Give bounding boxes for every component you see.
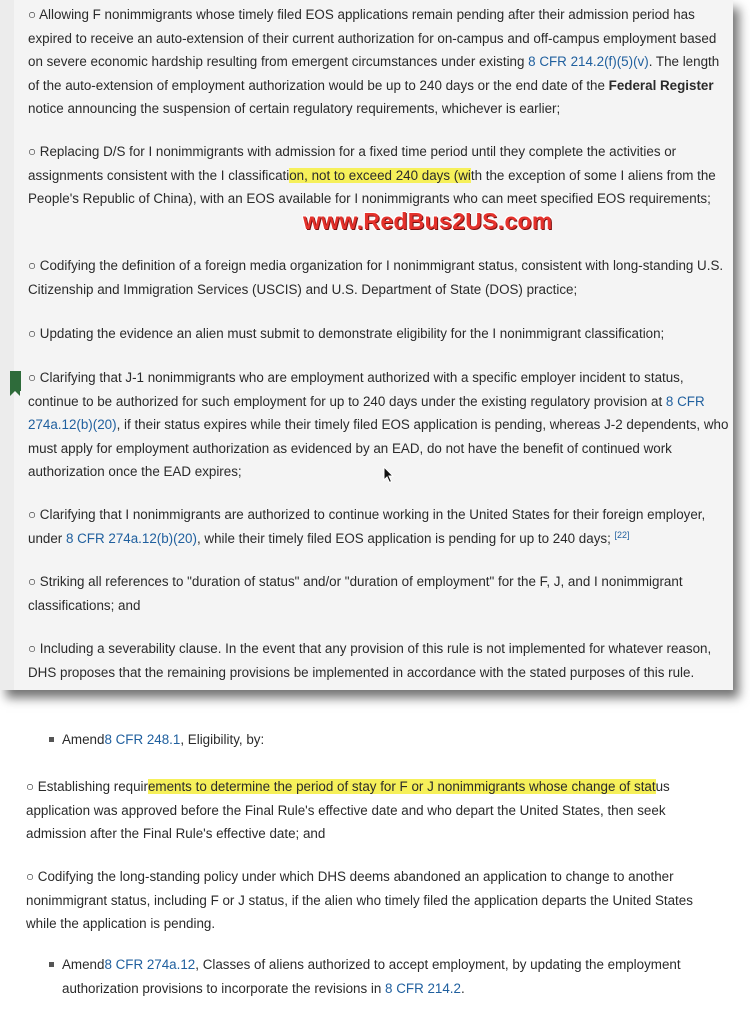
bullet-text: , Classes of aliens authorized to accept employment, by updating the employment authorization provisions to incorporate the revisions in <box>62 957 681 996</box>
bullet-amend-274a-12 <box>62 953 722 1000</box>
paragraph-text: , if their status expires while their timely filed EOS application is pending, whereas J-2 dependents, who must apply for employment authorization as evidenced by an EAD, do not have the benefit of continued work authorization once the EAD expires; <box>28 417 729 479</box>
link-8cfr-274a-12-b20[interactable]: 8 CFR 274a.12(b)(20) <box>28 393 705 432</box>
paragraph-text: , while their timely filed EOS application is pending for up to 240 days; <box>196 530 615 546</box>
paragraph-establishing-requirements <box>26 775 726 846</box>
paragraph-j1-clarifying <box>28 366 730 484</box>
paragraph-i-nonimmigrants-working <box>28 503 730 550</box>
paragraph-severability: ○ Including a severability clause. In the event that any provision of this rule is not implemented for whatever reason, DHS proposes that the remaining provisions be implemented in accordance with the stated purposes of this rule. <box>28 641 712 680</box>
bullet-text: Amend <box>62 732 105 747</box>
highlighted-text: on, not to exceed 240 days (wi <box>289 167 471 183</box>
paragraph-text: ○ Replacing D/S for I nonimmigrants with admission for a fixed time period until they complete the activities or assignments consistent with the I classificati <box>28 144 677 183</box>
bullet-text: Amend <box>62 957 105 972</box>
paragraph-text: ○ Clarifying that I nonimmigrants are authorized to continue working in the United States for their foreign employer, under <box>28 507 706 546</box>
bullet-marker <box>49 737 54 742</box>
paragraph-codifying-abandoned: ○ Codifying the long-standing policy under which DHS deems abandoned an application to change to another nonimmigrant status, including F or J status, if the alien who timely filed the application departs the United States while the application is pending. <box>26 869 693 931</box>
paragraph-text: . The length of the auto-extension of employment authorization would be up to 240 days or the end date of the <box>28 54 720 93</box>
footnote-22-link[interactable]: [22] <box>614 529 630 540</box>
bullet-amend-248-1 <box>62 728 722 752</box>
paragraph-text: th the exception of some I aliens from the People's Republic of China), with an EOS available for I nonimmigrants who can meet specified EOS requirements; <box>28 167 716 206</box>
paragraph-text: ○ Allowing F nonimmigrants whose timely filed EOS applications remain pending after their admission period has expired to receive an auto-extension of their current authorization for on-campus and off-campus employment based on severe economic hardship resulting from emergent circumstances under existing <box>28 7 717 69</box>
highlighted-text: ements to determine the period of stay for F or J nonimmigrants whose change of stat <box>147 779 656 794</box>
mouse-pointer-icon <box>383 466 395 484</box>
paragraph-text: ○ Establishing requir <box>26 779 148 794</box>
link-8cfr-274a-12[interactable]: 8 CFR 274a.12 <box>104 957 196 972</box>
bullet-text: . <box>460 980 465 996</box>
watermark-text: www.RedBus2US.com <box>303 208 553 234</box>
bullet-text: , Eligibility, by: <box>180 732 265 747</box>
paragraph-updating-evidence: ○ Updating the evidence an alien must submit to demonstrate eligibility for the I nonimmigrant classification; <box>28 326 665 341</box>
link-8cfr-274a-12-b20-second[interactable]: 8 CFR 274a.12(b)(20) <box>65 530 197 546</box>
bookmark-icon[interactable] <box>10 371 21 391</box>
link-8cfr-214-2[interactable]: 8 CFR 214.2 <box>385 980 461 996</box>
paragraph-text: us application was approved before the Final Rule's effective date and who depart the United States, then seek admission after the Final Rule's effective date; and <box>26 779 670 841</box>
link-8cfr-248-1[interactable]: 8 CFR 248.1 <box>104 732 181 747</box>
paragraph-f-auto-extension <box>28 3 730 121</box>
paragraph-text: notice announcing the suspension of certain regulatory requirements, whichever is earlier; <box>28 101 561 116</box>
paragraph-text: ○ Clarifying that J-1 nonimmigrants who are employment authorized with a specific employer incident to status, continue to be authorized for such employment for up to 240 days under the existing regulatory provision at <box>28 370 684 409</box>
card-left-edge <box>0 0 14 690</box>
paragraph-foreign-media: ○ Codifying the definition of a foreign media organization for I nonimmigrant status, consistent with long-standing U.S. Citizenship and Immigration Services (USCIS) and U.S. Department of State (DOS) practice; <box>28 258 724 297</box>
paragraph-replacing-ds <box>28 140 730 211</box>
link-8cfr-214-2-f5v[interactable]: 8 CFR 214.2(f)(5)(v) <box>528 54 649 69</box>
bullet-marker <box>49 962 54 967</box>
paragraph-striking-references: ○ Striking all references to "duration of status" and/or "duration of employment" for the F, J, and I nonimmigrant classifications; and <box>28 574 683 613</box>
federal-register-bold: Federal Register <box>608 77 714 93</box>
